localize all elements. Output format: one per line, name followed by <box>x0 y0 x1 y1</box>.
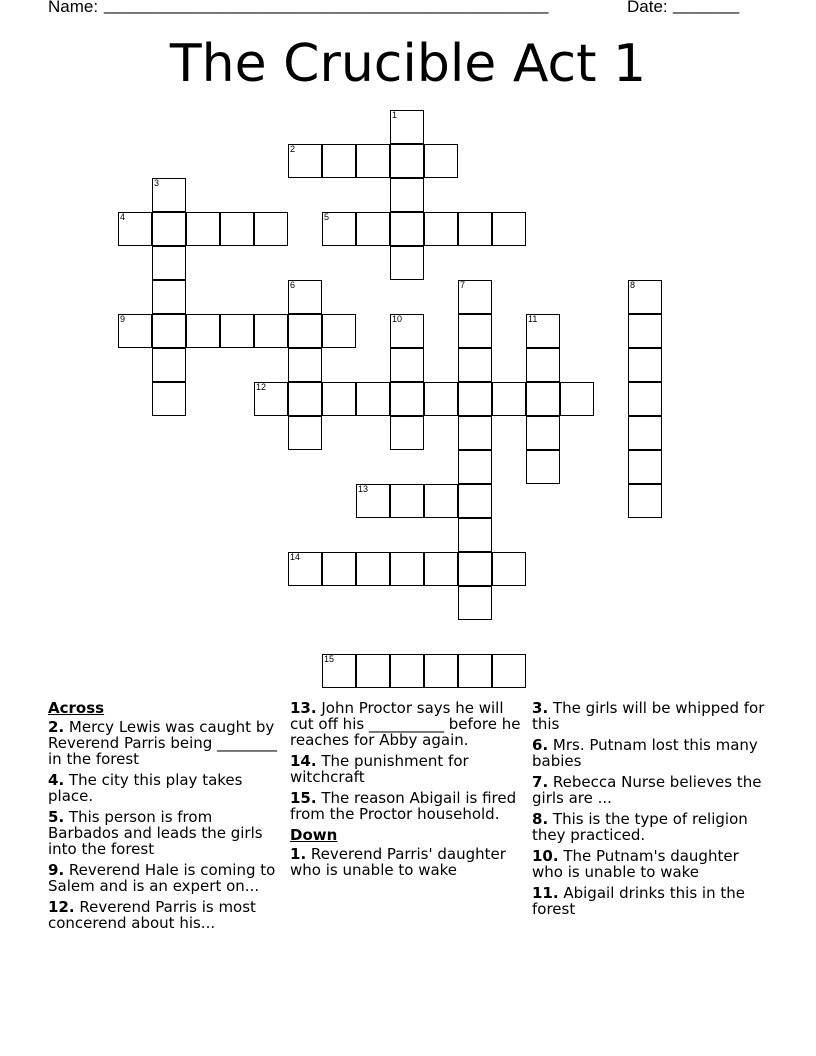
crossword-cell[interactable] <box>424 212 458 246</box>
clue-number: 2 <box>290 144 296 154</box>
across-heading: Across <box>48 699 105 717</box>
crossword-cell[interactable] <box>152 280 186 314</box>
clue-number: 14 <box>290 552 301 562</box>
crossword-cell[interactable] <box>186 314 220 348</box>
clue-number: 3 <box>154 178 160 188</box>
crossword-cell[interactable] <box>628 484 662 518</box>
crossword-cell[interactable] <box>152 314 186 348</box>
crossword-cell[interactable] <box>390 552 424 586</box>
crossword-cell[interactable] <box>424 654 458 688</box>
crossword-cell[interactable] <box>288 314 322 348</box>
crossword-cell[interactable] <box>526 382 560 416</box>
crossword-cell[interactable] <box>424 484 458 518</box>
crossword-cell[interactable] <box>458 280 492 314</box>
crossword-cell[interactable] <box>628 450 662 484</box>
clue-number: 7 <box>460 280 466 290</box>
crossword-cell[interactable] <box>288 552 322 586</box>
crossword-cell[interactable] <box>220 212 254 246</box>
crossword-cell[interactable] <box>288 416 322 450</box>
crossword-cell[interactable] <box>288 382 322 416</box>
crossword-cell[interactable] <box>254 382 288 416</box>
crossword-cell[interactable] <box>152 382 186 416</box>
crossword-cell[interactable] <box>390 246 424 280</box>
clue-across: 12. Reverend Parris is most concerend about his... <box>48 898 256 932</box>
crossword-cell[interactable] <box>356 552 390 586</box>
crossword-cell[interactable] <box>254 212 288 246</box>
name-label: Name: <box>48 0 99 16</box>
crossword-cell[interactable] <box>390 484 424 518</box>
crossword-cell[interactable] <box>390 348 424 382</box>
crossword-cell[interactable] <box>492 552 526 586</box>
clues-column-3 <box>532 700 770 922</box>
crossword-cell[interactable] <box>526 450 560 484</box>
crossword-cell[interactable] <box>458 484 492 518</box>
clue-number: 13 <box>358 484 369 494</box>
crossword-cell[interactable] <box>424 144 458 178</box>
crossword-cell[interactable] <box>322 382 356 416</box>
crossword-cell[interactable] <box>254 314 288 348</box>
crossword-cell[interactable] <box>322 212 356 246</box>
clue-number: 12 <box>256 382 267 392</box>
crossword-cell[interactable] <box>458 348 492 382</box>
crossword-cell[interactable] <box>390 416 424 450</box>
down-heading: Down <box>290 826 338 844</box>
crossword-cell[interactable] <box>152 348 186 382</box>
crossword-cell[interactable] <box>424 382 458 416</box>
clue-down: 1. Reverend Parris' daughter who is unable to wake <box>290 845 506 879</box>
crossword-cell[interactable] <box>322 654 356 688</box>
crossword-cell[interactable] <box>186 212 220 246</box>
clue-down: 3. The girls will be whipped for this <box>532 699 765 733</box>
crossword-cell[interactable] <box>458 654 492 688</box>
page-title: The Crucible Act 1 <box>169 34 647 94</box>
clue-across: 15. The reason Abigail is fired from the Proctor household. <box>290 789 517 823</box>
name-field[interactable]: _______________________________________________ <box>104 0 549 14</box>
clue-across: 4. The city this play takes place. <box>48 771 243 805</box>
crossword-cell[interactable] <box>526 348 560 382</box>
clue-across: 13. John Proctor says he will cut off his __________ before he reaches for Abby again. <box>290 699 521 749</box>
clue-number: 5 <box>324 212 330 222</box>
crossword-cell[interactable] <box>152 178 186 212</box>
crossword-cell[interactable] <box>628 348 662 382</box>
crossword-cell[interactable] <box>492 212 526 246</box>
crossword-cell[interactable] <box>220 314 254 348</box>
clues-column-1 <box>48 700 286 936</box>
crossword-cell[interactable] <box>526 314 560 348</box>
clue-across: 14. The punishment for witchcraft <box>290 752 469 786</box>
crossword-cell[interactable] <box>492 654 526 688</box>
crossword-cell[interactable] <box>424 552 458 586</box>
clue-number: 6 <box>290 280 296 290</box>
clue-number: 10 <box>392 314 403 324</box>
crossword-cell[interactable] <box>458 450 492 484</box>
crossword-cell[interactable] <box>458 586 492 620</box>
crossword-cell[interactable] <box>322 552 356 586</box>
crossword-cell[interactable] <box>118 212 152 246</box>
crossword-cell[interactable] <box>356 654 390 688</box>
crossword-cell[interactable] <box>322 144 356 178</box>
crossword-cell[interactable] <box>390 178 424 212</box>
crossword-cell[interactable] <box>152 212 186 246</box>
crossword-cell[interactable] <box>322 314 356 348</box>
crossword-cell[interactable] <box>458 212 492 246</box>
crossword-cell[interactable] <box>390 382 424 416</box>
clue-down: 11. Abigail drinks this in the forest <box>532 884 745 918</box>
clue-number: 1 <box>392 110 398 120</box>
crossword-cell[interactable] <box>628 280 662 314</box>
clue-number: 9 <box>120 314 126 324</box>
crossword-cell[interactable] <box>628 382 662 416</box>
clue-number: 11 <box>528 314 538 324</box>
clue-down: 8. This is the type of religion they practiced. <box>532 810 748 844</box>
crossword-cell[interactable] <box>526 416 560 450</box>
clue-across: 2. Mercy Lewis was caught by Reverend Parris being ________ in the forest <box>48 718 278 768</box>
clue-down: 10. The Putnam's daughter who is unable to wake <box>532 847 739 881</box>
clue-down: 7. Rebecca Nurse believes the girls are ... <box>532 773 762 807</box>
crossword-cell[interactable] <box>458 314 492 348</box>
crossword-cell[interactable] <box>288 280 322 314</box>
crossword-cell[interactable] <box>356 144 390 178</box>
crossword-cell[interactable] <box>628 314 662 348</box>
crossword-cell[interactable] <box>356 382 390 416</box>
crossword-cell[interactable] <box>492 382 526 416</box>
clue-number: 4 <box>120 212 126 222</box>
crossword-cell[interactable] <box>458 518 492 552</box>
crossword-cell[interactable] <box>288 144 322 178</box>
clue-across: 5. This person is from Barbados and leads the girls into the forest <box>48 808 263 858</box>
crossword-cell[interactable] <box>628 416 662 450</box>
crossword-cell[interactable] <box>356 212 390 246</box>
crossword-cell[interactable] <box>152 246 186 280</box>
crossword-cell[interactable] <box>458 382 492 416</box>
crossword-cell[interactable] <box>288 348 322 382</box>
clue-number: 15 <box>324 654 335 664</box>
crossword-cell[interactable] <box>118 314 152 348</box>
crossword-cell[interactable] <box>458 416 492 450</box>
crossword-cell[interactable] <box>390 110 424 144</box>
crossword-cell[interactable] <box>390 144 424 178</box>
clues-column-2 <box>290 700 528 883</box>
clue-number: 8 <box>630 280 636 290</box>
date-field[interactable]: _______ <box>673 0 740 14</box>
date-label: Date: <box>627 0 668 16</box>
crossword-cell[interactable] <box>390 212 424 246</box>
crossword-cell[interactable] <box>390 654 424 688</box>
clue-across: 9. Reverend Hale is coming to Salem and is an expert on... <box>48 861 276 895</box>
crossword-cell[interactable] <box>458 552 492 586</box>
clue-down: 6. Mrs. Putnam lost this many babies <box>532 736 758 770</box>
crossword-cell[interactable] <box>356 484 390 518</box>
crossword-cell[interactable] <box>390 314 424 348</box>
crossword-cell[interactable] <box>560 382 594 416</box>
